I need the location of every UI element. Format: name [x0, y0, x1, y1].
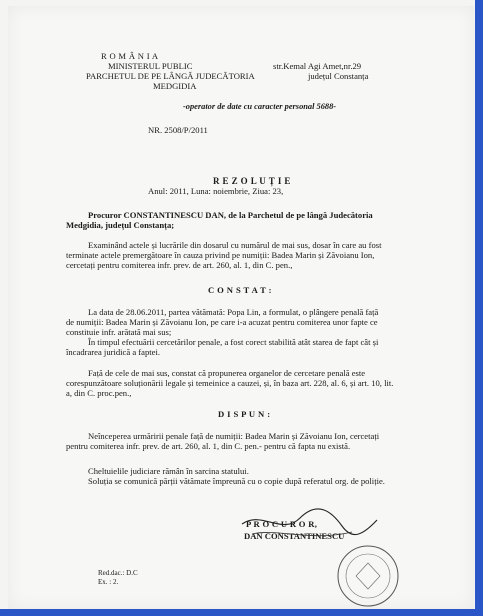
case-number: NR. 2508/P/2011	[148, 125, 208, 135]
window-frame-right	[475, 0, 483, 616]
constat-line-2: de numiții: Badea Marin și Zăvoianu Ion, pe care i-a acuzat pentru comiterea unor fapte ce	[66, 317, 378, 327]
dispun-line-2: pentru comiterea infr. prev. de art. 260, al. 1, din C. pen.- pentru că fapta nu există.	[66, 441, 351, 451]
document-title: R E Z O L U Ț I E	[213, 176, 291, 186]
constat-line-1: La data de 28.06.2011, partea vătămată: Popa Lin, a formulat, o plângere penală față	[88, 307, 379, 317]
dispun-line-1: Neînceperea urmăririi penale față de numiții: Badea Marin și Zăvoianu Ion, cercetați	[88, 431, 380, 441]
header-county: județul Constanța	[308, 71, 369, 81]
window-frame-bottom	[0, 609, 483, 616]
intro-line-1: Examinând actele și lucrările din dosarul cu numărul de mai sus, dosar în care au fost	[88, 240, 382, 250]
dispun-costs: Cheltuielile judiciare rămân în sarcina statului.	[88, 466, 249, 476]
constat-para2-line-3: a, din C. proc.pen.,	[66, 388, 132, 398]
prosecutor-line-1: Procuror CONSTANTINESCU DAN, de la Parchetul de pe lângă Judecătoria	[88, 210, 373, 220]
constat-para2-line-2: corespunzătoare soluționării legale și temeinice a cauzei, și, în baza art. 228, al. 6, și art. 10, lit.	[66, 378, 394, 388]
signature-role: P R O C U R O R,	[246, 519, 318, 529]
footer-drafted: Red.dac.: D.C	[98, 569, 138, 577]
header-ministry: MINISTERUL PUBLIC	[108, 61, 193, 71]
scanned-document	[8, 6, 474, 609]
dispun-communication: Soluția se comunică părții vătămate împreună cu o copie după referatul org. de poliție.	[88, 476, 385, 486]
constat-line-5: încadrarea juridică a faptei.	[66, 347, 160, 357]
constat-heading: C O N S T A T :	[208, 285, 272, 295]
header-city: MEDGIDIA	[153, 81, 197, 91]
prosecutor-line-2: Medgidia, județul Constanța;	[66, 220, 175, 230]
header-operator: -operator de date cu caracter personal 5688-	[183, 102, 337, 111]
title-date	[148, 186, 283, 196]
signature-name: DAN CONSTANTINESCU	[244, 531, 345, 541]
header-country: R O M Â N I A	[101, 51, 159, 61]
constat-para2-line-1: Față de cele de mai sus, constat că propunerea organelor de cercetare penală este	[88, 368, 366, 378]
header-office: PARCHETUL DE PE LÂNGĂ JUDECĂTORIA	[86, 71, 255, 81]
official-stamp	[328, 541, 408, 611]
constat-line-3: constituie infr. arătată mai sus;	[66, 327, 172, 337]
header-street: str.Kemal Agi Amet,nr.29	[273, 61, 362, 71]
footer-copies: Ex. : 2.	[98, 578, 119, 586]
title-date-text: Anul: 2011, Luna: noiembrie, Ziua: 23,	[148, 186, 284, 196]
intro-line-2: terminate actele premergătoare în cauza privind pe numiții: Badea Marin și Zăvoianu Ion,	[66, 250, 375, 260]
constat-line-4: În timpul efectuării cercetărilor penale, a fost corect stabilită atât starea de fapt cât și	[88, 337, 379, 347]
dispun-heading: D I S P U N :	[218, 409, 271, 419]
intro-line-3: cercetați pentru comiterea infr. prev. de art. 260, al. 1, din C. pen.,	[66, 260, 293, 270]
